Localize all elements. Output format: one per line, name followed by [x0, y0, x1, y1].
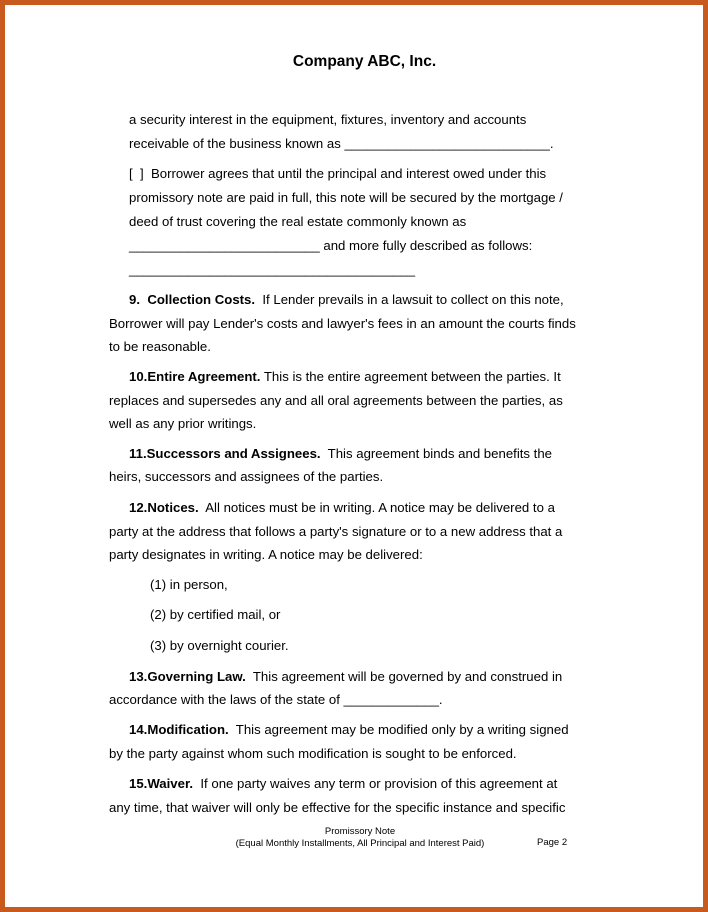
list-item: (1) in person,: [150, 577, 228, 592]
text-line: deed of trust covering the real estate commonly known as: [129, 214, 467, 229]
section-15-heading: [129, 776, 557, 792]
section-title: Notices.: [147, 500, 199, 515]
text-line: promissory note are paid in full, this note will be secured by the mortgage /: [129, 190, 563, 205]
footer-title: Promissory Note: [324, 826, 396, 837]
section-number: 15.: [129, 776, 148, 791]
section-number: 9.: [129, 292, 140, 307]
list-item: (3) by overnight courier.: [150, 638, 289, 653]
page-number: Page 2: [537, 837, 568, 848]
section-text: If one party waives any term or provision of this agreement at: [193, 776, 558, 791]
text-line: to be reasonable.: [109, 339, 211, 354]
text-line: __________________________ and more fully described as follows:: [129, 238, 533, 253]
section-12-heading: [129, 500, 555, 516]
section-number: 12.: [129, 500, 148, 515]
footer-subtitle: (Equal Monthly Installments, All Principal and Interest Paid): [235, 838, 485, 849]
text-line: party designates in writing. A notice may be delivered:: [109, 547, 423, 562]
text-line: receivable of the business known as ____________________________.: [129, 136, 554, 151]
section-number: 13.: [129, 669, 148, 684]
text-line: accordance with the laws of the state of _____________.: [109, 692, 443, 707]
section-number: 11.: [129, 446, 147, 461]
section-title: Governing Law.: [147, 669, 246, 684]
text-line: Borrower will pay Lender's costs and lawyer's fees in an amount the courts finds: [109, 316, 576, 331]
list-item: (2) by certified mail, or: [150, 607, 281, 622]
text-line: well as any prior writings.: [109, 416, 257, 431]
section-number: 10.: [129, 369, 148, 384]
text-line: any time, that waiver will only be effective for the specific instance and specific: [109, 800, 566, 815]
section-title: Collection Costs.: [147, 292, 256, 307]
section-9-heading: [129, 292, 564, 308]
section-text: This agreement will be governed by and construed in: [245, 669, 563, 684]
text-line: a security interest in the equipment, fixtures, inventory and accounts: [129, 112, 527, 127]
text-line: party at the address that follows a party's signature or to a new address that a: [109, 524, 563, 539]
text-line: by the party against whom such modification is sought to be enforced.: [109, 746, 517, 761]
section-14-heading: [129, 722, 569, 738]
section-text: If Lender prevails in a lawsuit to collect on this note,: [255, 292, 564, 307]
section-text: This agreement binds and benefits the: [320, 446, 552, 461]
section-11-heading: [129, 446, 552, 462]
section-10-heading: [129, 369, 561, 385]
text-line: heirs, successors and assignees of the parties.: [109, 469, 384, 484]
section-number: 14.: [129, 722, 148, 737]
section-13-heading: [129, 669, 562, 685]
text-line: _______________________________________: [129, 262, 416, 277]
section-text: This is the entire agreement between the parties. It: [260, 369, 561, 384]
section-text: All notices must be in writing. A notice may be delivered to a: [198, 500, 555, 515]
section-title: Modification.: [147, 722, 229, 737]
section-title: Successors and Assignees.: [146, 446, 321, 461]
section-title: Waiver.: [147, 776, 194, 791]
section-text: This agreement may be modified only by a writing signed: [228, 722, 569, 737]
document-title: Company ABC, Inc.: [292, 53, 437, 70]
text-line: [ ] Borrower agrees that until the principal and interest owed under this: [129, 166, 547, 181]
text-line: replaces and supersedes any and all oral agreements between the parties, as: [109, 393, 563, 408]
footer: [210, 826, 510, 850]
section-title: Entire Agreement.: [147, 369, 261, 384]
